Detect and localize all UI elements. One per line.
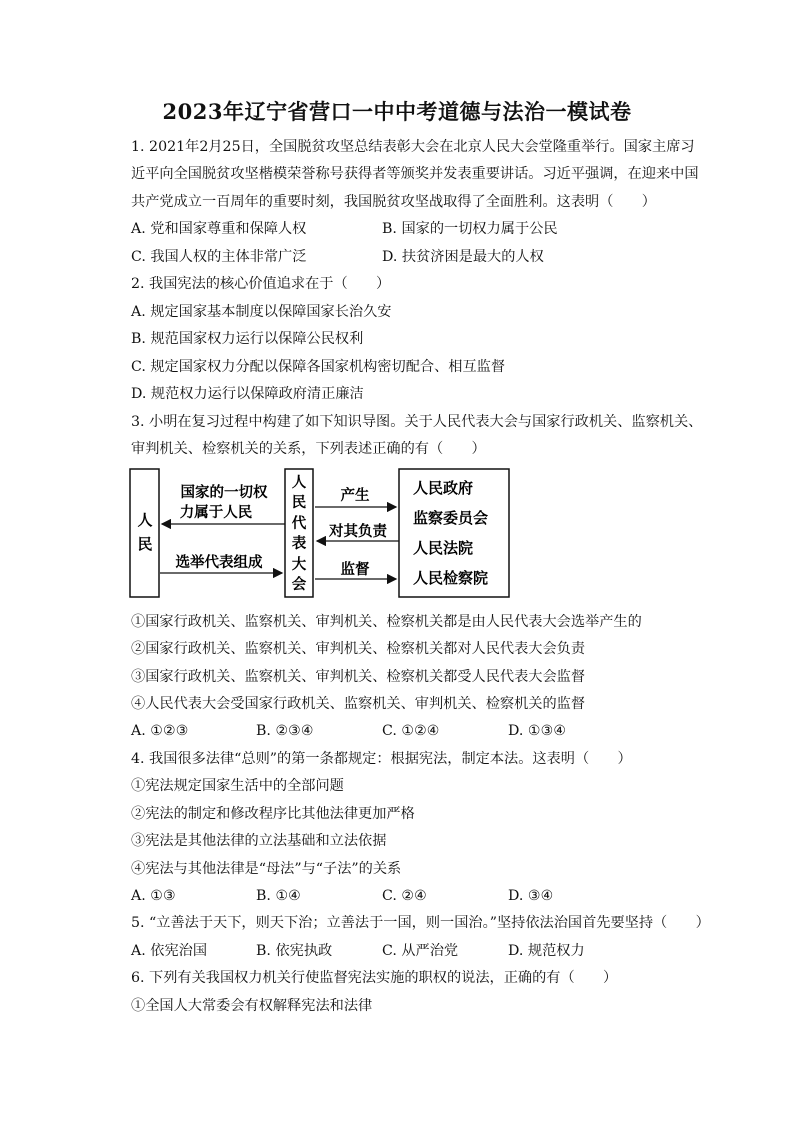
npc-char-3: 代 <box>291 515 307 532</box>
org-supervisory: 监察委员会 <box>413 509 489 527</box>
produce-label: 产生 <box>340 487 370 504</box>
q4-stem: 4. 我国很多法律“总则”的第一条都规定：根据宪法，制定本法。这表明（ ） <box>131 751 632 767</box>
npc-char-4: 表 <box>291 535 307 552</box>
q4-option-c[interactable]: C. ②④ <box>382 888 427 904</box>
q4-statement-4: ④宪法与其他法律是“母法”与“子法”的关系 <box>131 861 402 877</box>
q1-stem-line2: 近平向全国脱贫攻坚楷模荣誉称号获得者等颁奖并发表重要讲话。习近平强调，在迎来中国 <box>131 166 699 182</box>
q1-stem-line3: 共产党成立一百周年的重要时刻，我国脱贫攻坚战取得了全面胜利。这表明（ ） <box>131 194 656 210</box>
people-label-2: 民 <box>137 535 153 553</box>
q2-option-d[interactable]: D. 规范权力运行以保障政府清正廉洁 <box>131 386 364 402</box>
q4-option-d[interactable]: D. ③④ <box>508 888 554 904</box>
q3-option-d[interactable]: D. ①③④ <box>508 723 567 739</box>
q3-option-c[interactable]: C. ①②④ <box>382 723 440 739</box>
q6-statement-1: ①全国人大常委会有权解释宪法和法律 <box>131 998 373 1014</box>
org-court: 人民法院 <box>413 539 474 557</box>
q4-option-a[interactable]: A. ①③ <box>131 888 176 904</box>
q4-statement-3: ③宪法是其他法律的立法基础和立法依据 <box>131 833 387 849</box>
q3-statement-2: ②国家行政机关、监察机关、审判机关、检察机关都对人民代表大会负责 <box>131 641 586 657</box>
q3-stem-line1: 3. 小明在复习过程中构建了如下知识导图。关于人民代表大会与国家行政机关、监察机关、 <box>131 414 703 430</box>
arrow-top-text-2: 力属于人民 <box>179 504 253 521</box>
q3-option-a[interactable]: A. ①②③ <box>131 723 189 739</box>
q3-statement-3: ③国家行政机关、监察机关、审判机关、检察机关都受人民代表大会监督 <box>131 669 586 685</box>
q2-stem: 2. 我国宪法的核心价值追求在于（ ） <box>131 276 391 292</box>
q3-statement-1: ①国家行政机关、监察机关、审判机关、检察机关都是由人民代表大会选举产生的 <box>131 614 642 630</box>
q3-stem-line2: 审判机关、检察机关的关系，下列表述正确的有（ ） <box>131 441 486 457</box>
q1-option-d[interactable]: D. 扶贫济困是最大的人权 <box>382 249 544 265</box>
q2-option-a[interactable]: A. 规定国家基本制度以保障国家长治久安 <box>131 304 392 320</box>
q4-option-b[interactable]: B. ①④ <box>256 888 301 904</box>
arrow-top-text-1: 国家的一切权 <box>180 484 268 501</box>
q5-option-c[interactable]: C. 从严治党 <box>382 943 459 959</box>
people-label-1: 人 <box>137 511 153 529</box>
q1-option-c[interactable]: C. 我国人权的主体非常广泛 <box>131 249 307 265</box>
page-title: 2023年辽宁省营口一中中考道德与法治一模试卷 <box>162 99 632 124</box>
npc-char-5: 大 <box>291 556 307 573</box>
knowledge-diagram <box>129 466 511 600</box>
npc-char-2: 民 <box>291 494 307 511</box>
q5-option-b[interactable]: B. 依宪执政 <box>256 943 333 959</box>
q4-statement-1: ①宪法规定国家生活中的全部问题 <box>131 778 344 794</box>
q2-option-c[interactable]: C. 规定国家权力分配以保障各国家机构密切配合、相互监督 <box>131 359 506 375</box>
supervise-label: 监督 <box>340 561 370 578</box>
q2-option-b[interactable]: B. 规范国家权力运行以保障公民权利 <box>131 331 364 347</box>
q1-option-b[interactable]: B. 国家的一切权力属于公民 <box>382 221 558 237</box>
q1-stem-line1: 1. 2021年2月25日，全国脱贫攻坚总结表彰大会在北京人民大会堂隆重举行。国家主席习 <box>131 139 695 155</box>
npc-char-1: 人 <box>291 474 307 491</box>
people-box <box>130 469 159 597</box>
q5-option-a[interactable]: A. 依宪治国 <box>131 943 208 959</box>
q6-stem: 6. 下列有关我国权力机关行使监督宪法实施的职权的说法，正确的有（ ） <box>131 970 618 986</box>
npc-char-6: 会 <box>291 576 307 593</box>
org-government: 人民政府 <box>413 479 474 497</box>
org-procuratorate: 人民检察院 <box>413 569 489 587</box>
q1-option-a[interactable]: A. 党和国家尊重和保障人权 <box>131 221 307 237</box>
arrow-bottom-text: 选举代表组成 <box>175 554 263 571</box>
q4-statement-2: ②宪法的制定和修改程序比其他法律更加严格 <box>131 806 415 822</box>
q3-statement-4: ④人民代表大会受国家行政机关、监察机关、审判机关、检察机关的监督 <box>131 696 586 712</box>
q5-option-d[interactable]: D. 规范权力 <box>508 943 585 959</box>
q5-stem: 5. “立善法于天下，则天下治；立善法于一国，则一国治。”坚持依法治国首先要坚持（ ） <box>131 915 710 931</box>
q3-option-b[interactable]: B. ②③④ <box>256 723 314 739</box>
responsible-label: 对其负责 <box>329 523 387 540</box>
